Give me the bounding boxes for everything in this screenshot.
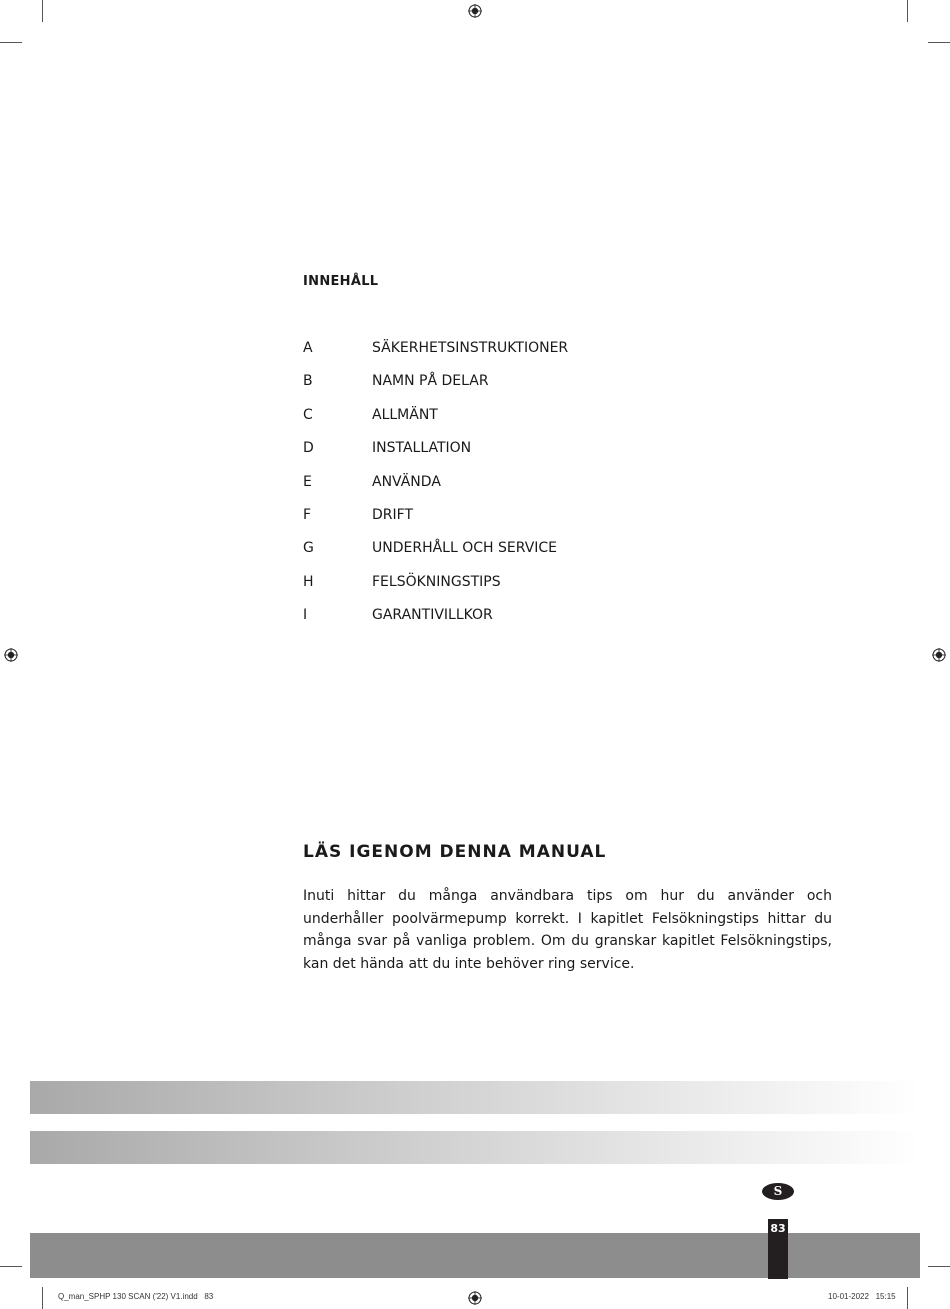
- decorative-gradient-band: [30, 1081, 920, 1114]
- toc-item-label: NAMN PÅ DELAR: [372, 373, 489, 390]
- registration-mark-icon: [932, 648, 946, 662]
- crop-mark-bottom-left-h: [0, 1266, 22, 1267]
- slug-timestamp: 10-01-2022 15:15: [828, 1292, 896, 1301]
- toc-item-letter: B: [303, 373, 313, 390]
- language-badge: S: [762, 1183, 794, 1200]
- crop-mark-bottom-right-v: [907, 1287, 908, 1309]
- crop-mark-top-right-v: [907, 0, 908, 22]
- toc-item-letter: E: [303, 473, 312, 490]
- crop-mark-top-right-h: [928, 42, 950, 43]
- toc-item-label: INSTALLATION: [372, 440, 472, 457]
- toc-item-label: DRIFT: [372, 506, 413, 523]
- crop-mark-bottom-left-v: [42, 1287, 43, 1309]
- toc-item-label: SÄKERHETSINSTRUKTIONER: [372, 340, 569, 356]
- page-number: 83: [770, 1222, 786, 1235]
- toc-item-label: FELSÖKNINGSTIPS: [372, 573, 501, 590]
- toc-item-label: UNDERHÅLL OCH SERVICE: [372, 540, 558, 557]
- toc-item-letter: H: [303, 573, 314, 590]
- toc-item-label: ANVÄNDA: [372, 473, 441, 490]
- registration-mark-icon: [468, 4, 482, 18]
- crop-mark-bottom-right-h: [928, 1266, 950, 1267]
- body-paragraph: Inuti hittar du många användbara tips om hur du använder och underhåller poolvärmepump korrekt. I kapitlet Felsökningstips hittar du många svar på vanliga problem. Om du granskar kapitlet Felsökningstips, kan det hända att du inte behöver ring service.: [303, 888, 832, 972]
- toc-item-letter: F: [303, 506, 312, 523]
- slug-filename: Q_man_SPHP 130 SCAN ('22) V1.indd 83: [58, 1292, 214, 1301]
- registration-mark-icon: [468, 1291, 482, 1305]
- section-heading: LÄS IGENOM DENNA MANUAL: [303, 842, 607, 862]
- registration-mark-icon: [4, 648, 18, 662]
- toc-item-letter: G: [303, 540, 314, 557]
- crop-mark-top-left-v: [42, 0, 43, 22]
- toc-item-letter: A: [303, 340, 313, 356]
- toc-item-letter: I: [303, 607, 308, 624]
- toc-item-letter: D: [303, 440, 314, 457]
- toc-item-label: GARANTIVILLKOR: [372, 607, 493, 624]
- toc-title: INNEHÅLL: [303, 274, 379, 289]
- toc-item-label: ALLMÄNT: [372, 406, 438, 423]
- crop-mark-top-left-h: [0, 42, 22, 43]
- decorative-gradient-band: [30, 1131, 920, 1164]
- toc-item-letter: C: [303, 406, 313, 423]
